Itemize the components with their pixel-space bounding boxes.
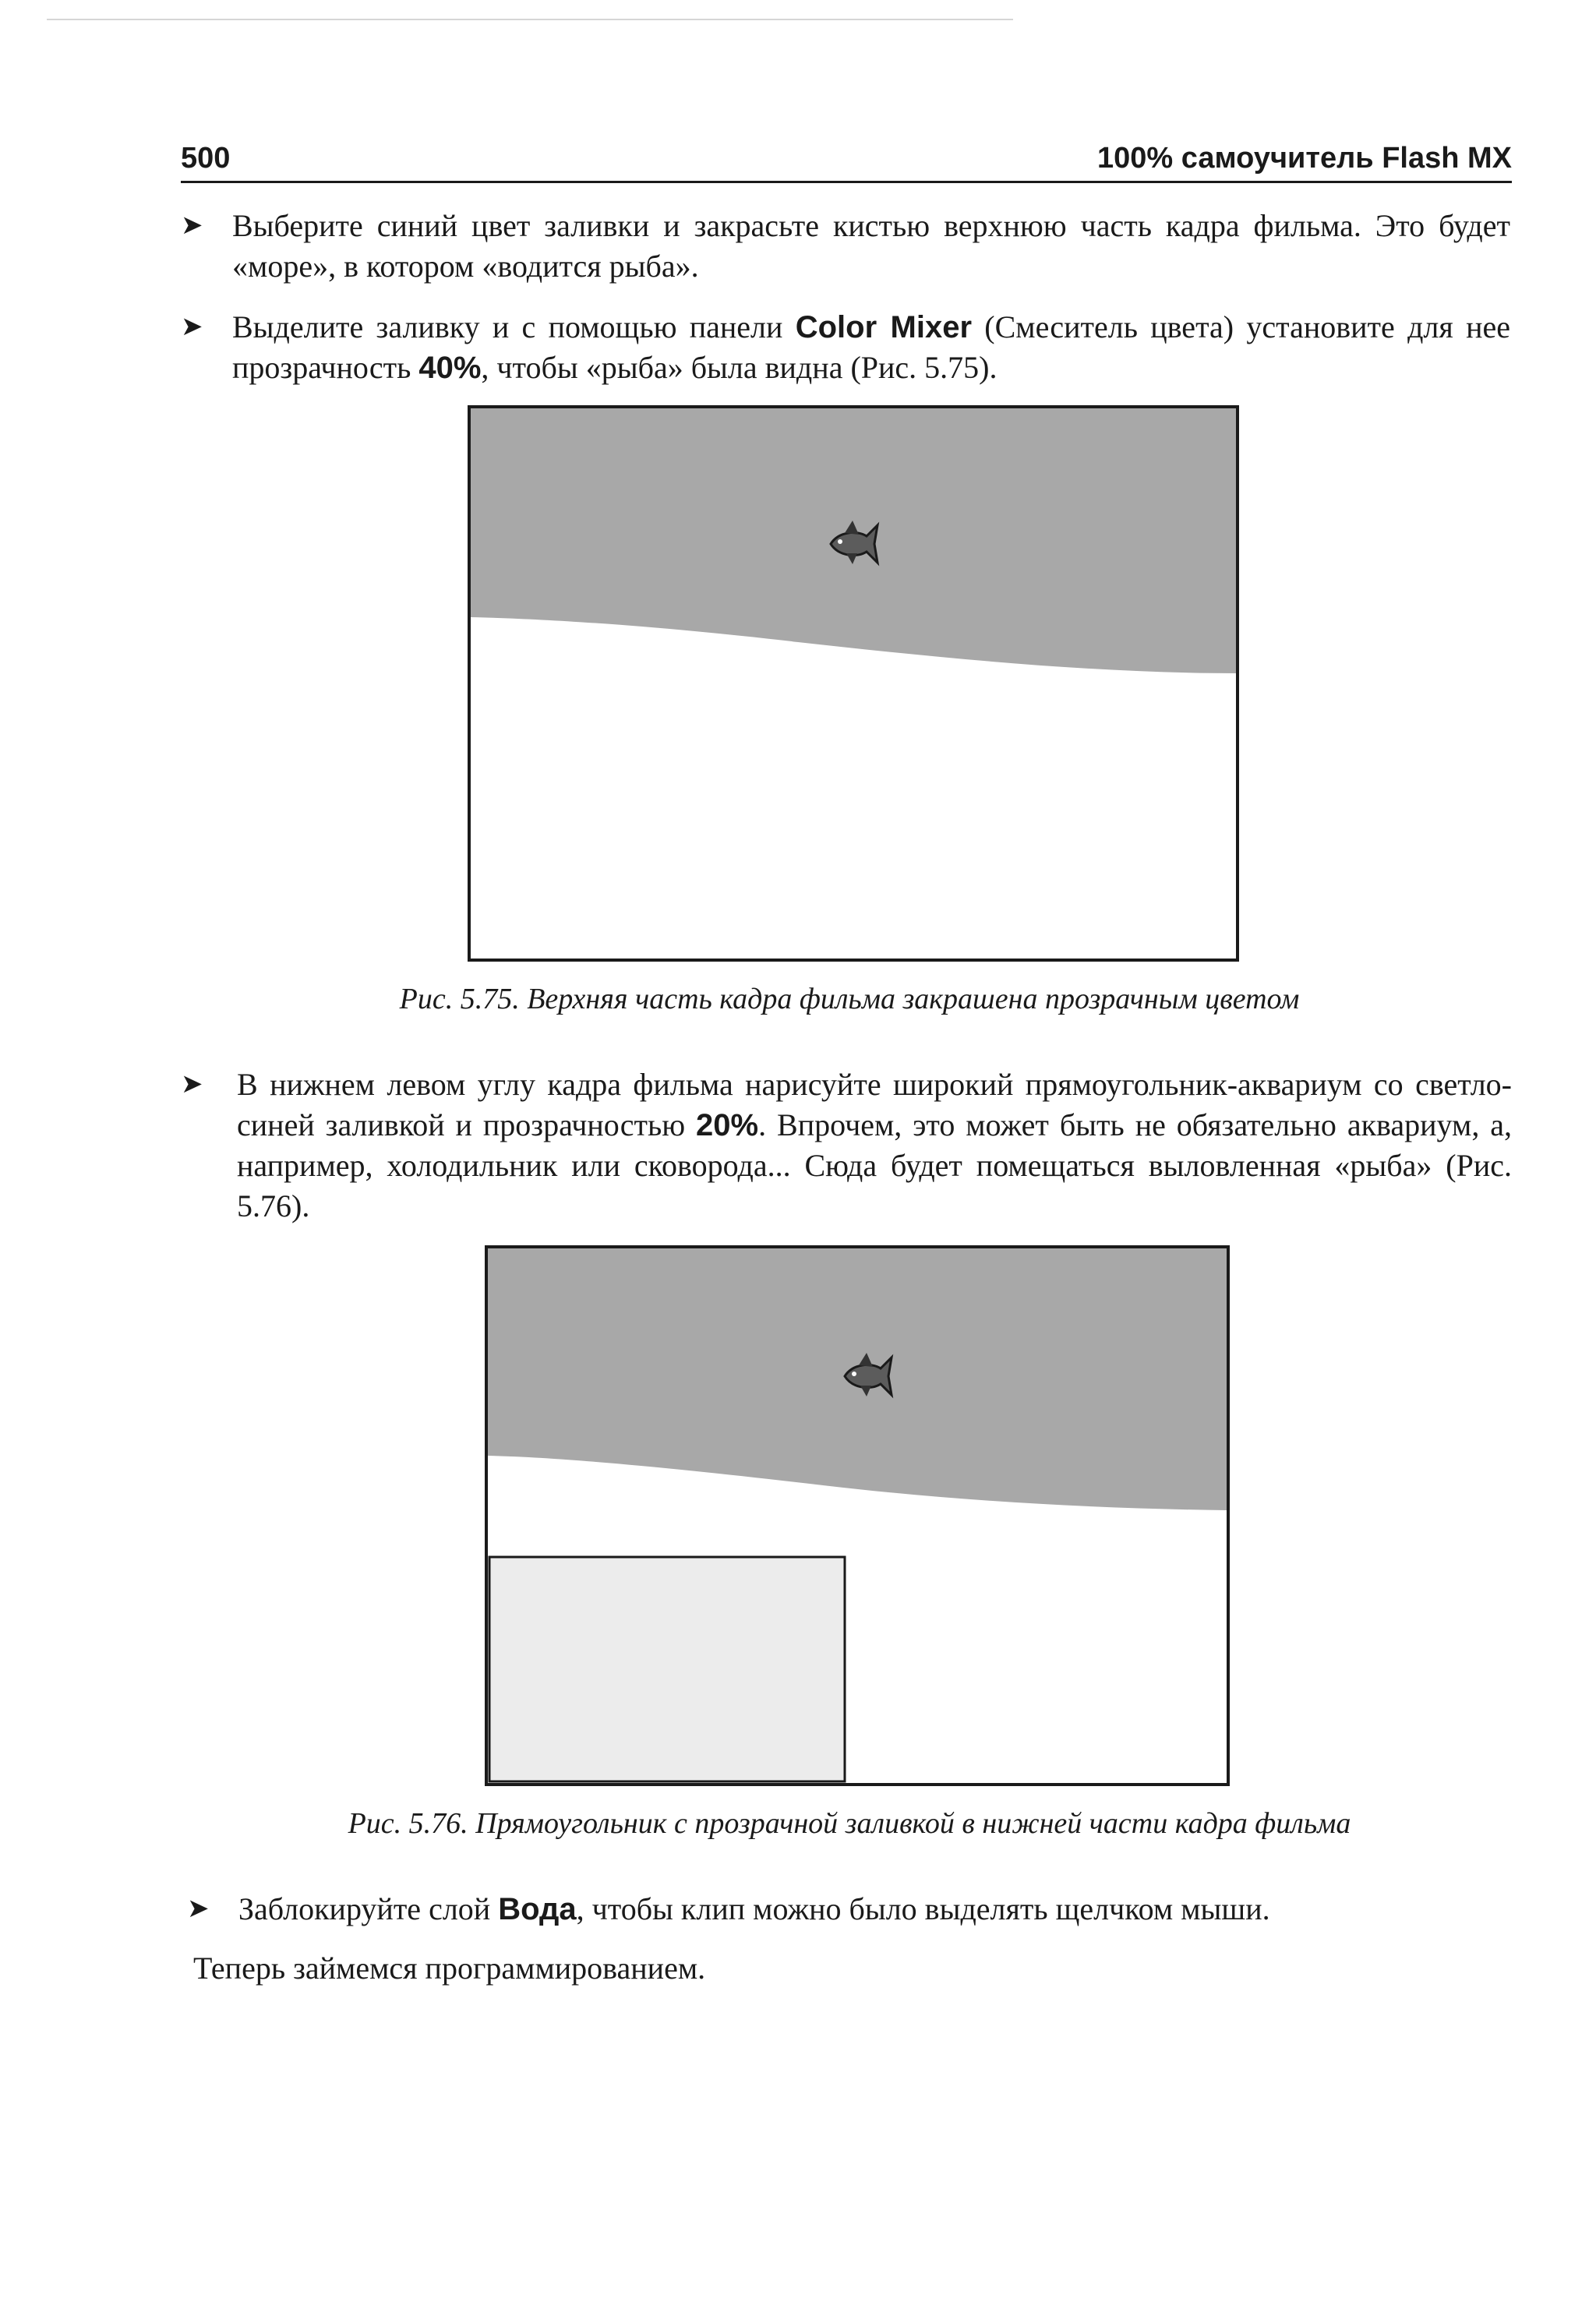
opacity-value: 20%: [696, 1108, 759, 1142]
bullet-arrow-icon: ➤: [181, 1070, 203, 1099]
layer-name: Вода: [498, 1892, 577, 1926]
bullet-arrow-icon: ➤: [181, 211, 203, 240]
instruction-paragraph-4: Заблокируйте слой Вода, чтобы клип можно было выделять щелчком мыши.: [238, 1891, 1270, 1926]
bullet-arrow-icon: ➤: [181, 312, 203, 341]
aquarium-rectangle: [489, 1557, 845, 1781]
figure-5-75-caption: Рис. 5.75. Верхняя часть кадра фильма закрашена прозрачным цветом: [399, 983, 1300, 1015]
figure-5-75: [468, 405, 1239, 962]
figure-5-76-caption: Рис. 5.76. Прямоугольник с прозрачной заливкой в нижней части кадра фильма: [348, 1807, 1351, 1840]
figure-5-76: [485, 1245, 1230, 1786]
instruction-paragraph-1: Выберите синий цвет заливки и закрасьте кистью верхнюю часть кадра фильма. Это будет «море», в котором «водится рыба».: [232, 208, 1510, 284]
top-edge-rule: [47, 19, 1013, 20]
panel-name: Color Mixer: [795, 310, 973, 344]
instruction-paragraph-3: В нижнем левом углу кадра фильма нарисуйте широкий прямоугольник-аквариум со светло-синей заливкой и прозрачностью 20%. Впрочем, это может быть не обязательно аквариум, а, например, холодильник или сковорода... Сюда будет помещаться выловленная «рыба» (Рис. 5.76).: [237, 1067, 1512, 1223]
figure-5-75-canvas: [471, 408, 1236, 959]
bullet-arrow-icon: ➤: [187, 1894, 210, 1923]
closing-paragraph: Теперь займемся программированием.: [193, 1951, 706, 1986]
book-title: 100% самоучитель Flash MX: [1097, 142, 1512, 175]
page-number: 500: [181, 142, 231, 175]
opacity-value: 40%: [418, 351, 482, 385]
page-header: [181, 139, 1512, 183]
figure-5-76-canvas: [488, 1248, 1227, 1783]
instruction-paragraph-2: Выделите заливку и с помощью панели Color Mixer (Смеситель цвета) установите для нее прозрачность 40%, чтобы «рыба» была видна (Рис. 5.75).: [232, 309, 1510, 385]
